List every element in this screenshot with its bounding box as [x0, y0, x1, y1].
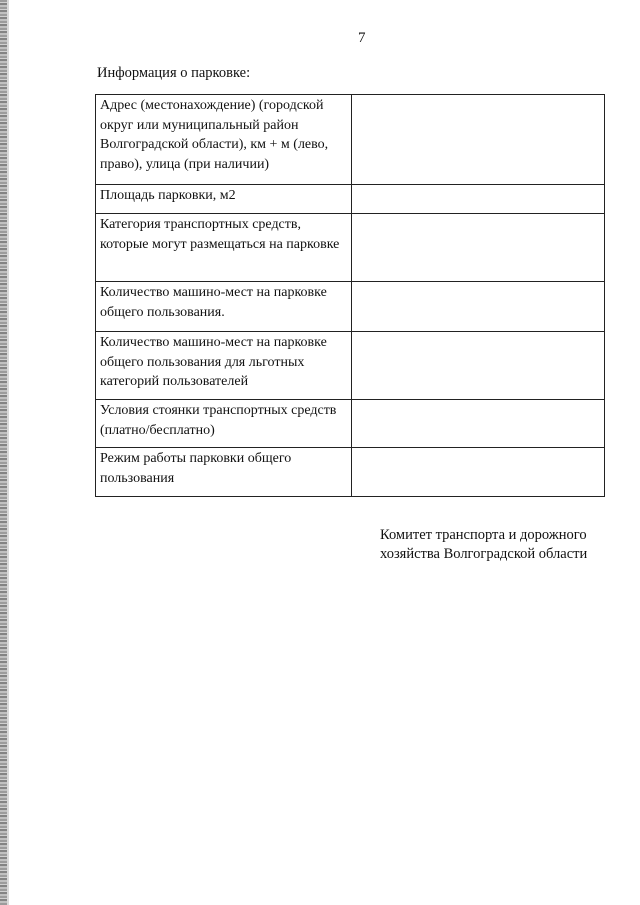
scan-edge-shadow — [7, 0, 9, 905]
row-value-vehicle-category[interactable] — [351, 214, 605, 282]
signature-block — [380, 526, 620, 564]
table-row — [96, 214, 605, 282]
row-value-address[interactable] — [351, 95, 605, 185]
row-label-preferential-spaces: Количество машино-мест на парковке общего пользования для льготных категорий пользователей — [96, 332, 352, 400]
row-value-spaces-count[interactable] — [351, 282, 605, 332]
row-label-spaces-count: Количество машино-мест на парковке общего пользования. — [96, 282, 352, 332]
row-label-operating-hours: Режим работы парковки общего пользования — [96, 448, 352, 497]
row-value-operating-hours[interactable] — [351, 448, 605, 497]
section-title: Информация о парковке: — [97, 65, 251, 81]
table-row — [96, 282, 605, 332]
table-row — [96, 400, 605, 448]
signature-line-1: Комитет транспорта и дорожного — [380, 527, 587, 543]
table-row — [96, 185, 605, 214]
parking-info-table — [95, 94, 605, 497]
row-label-parking-terms: Условия стоянки транспортных средств (платно/бесплатно) — [96, 400, 352, 448]
row-label-vehicle-category: Категория транспортных средств, которые могут размещаться на парковке — [96, 214, 352, 282]
scan-edge — [0, 0, 7, 905]
row-value-parking-terms[interactable] — [351, 400, 605, 448]
row-value-preferential-spaces[interactable] — [351, 332, 605, 400]
table-row — [96, 448, 605, 497]
row-label-address: Адрес (местонахождение) (городской округ или муниципальный район Волгоградской области), км + м (лево, право), улица (при наличии) — [96, 95, 352, 185]
page-number: 7 — [358, 30, 366, 46]
signature-line-2: хозяйства Волгоградской области — [380, 546, 588, 562]
table-row — [96, 332, 605, 400]
row-label-area: Площадь парковки, м2 — [96, 185, 352, 214]
row-value-area[interactable] — [351, 185, 605, 214]
table-row — [96, 95, 605, 185]
